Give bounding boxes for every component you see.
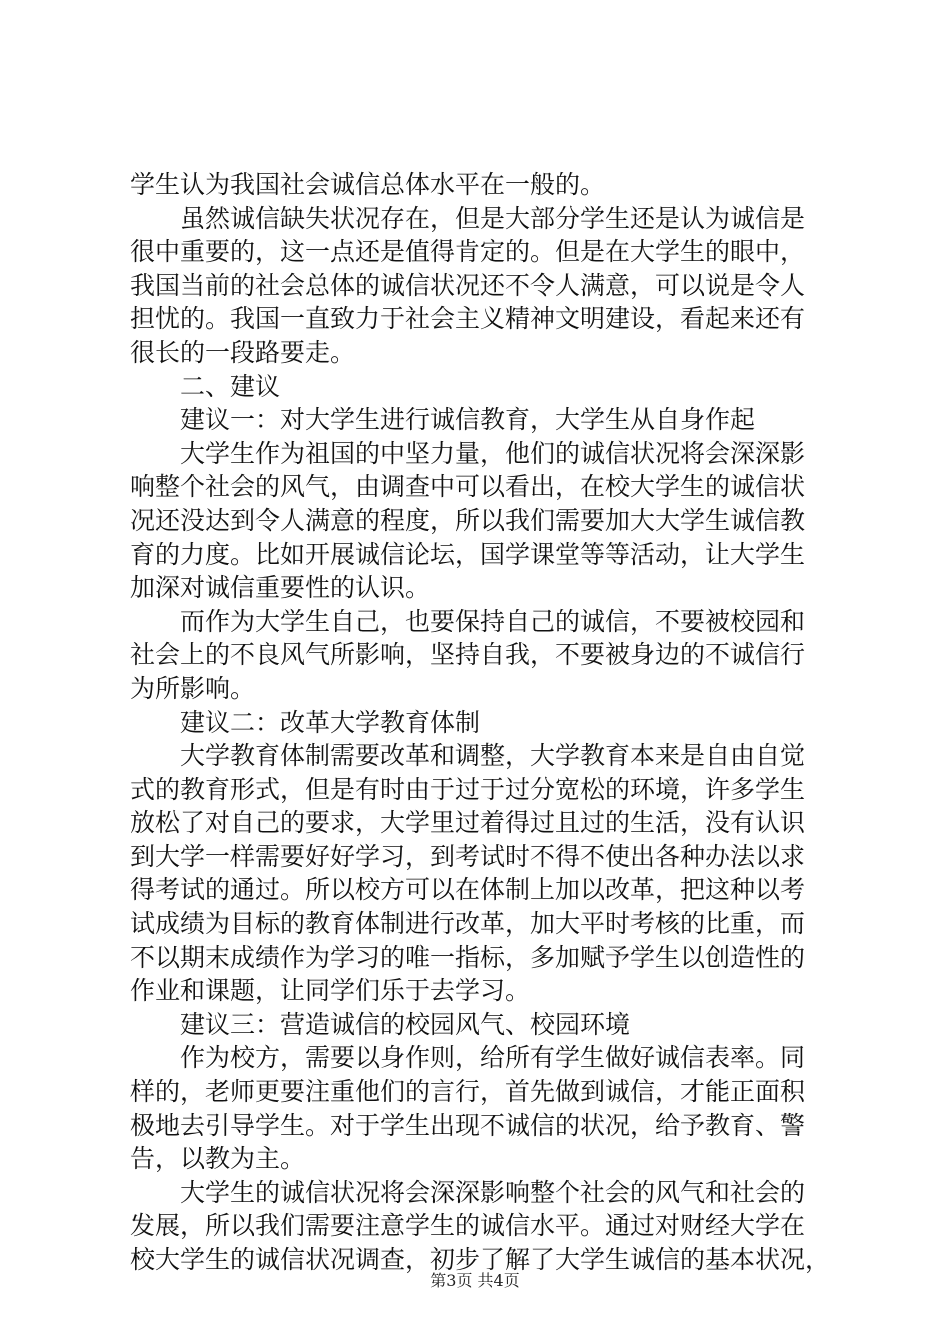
text-line: 很长的一段路要走。 bbox=[130, 337, 356, 367]
text-line: 不以期末成绩作为学习的唯一指标，多加赋予学生以创造性的 bbox=[130, 942, 806, 972]
text-line: 大学生作为祖国的中坚力量，他们的诚信状况将会深深影 bbox=[180, 438, 806, 468]
text-line: 虽然诚信缺失状况存在，但是大部分学生还是认为诚信是 bbox=[180, 203, 806, 233]
text-line: 担忧的。我国一直致力于社会主义精神文明建设，看起来还有 bbox=[130, 304, 806, 334]
text-line: 而作为大学生自己，也要保持自己的诚信，不要被校园和 bbox=[180, 606, 806, 636]
text-line: 建议三：营造诚信的校园风气、校园环境 bbox=[180, 1009, 631, 1039]
text-line: 到大学一样需要好好学习，到考试时不得不使出各种办法以求 bbox=[130, 841, 806, 871]
text-line: 二、建议 bbox=[180, 371, 281, 401]
text-line: 极地去引导学生。对于学生出现不诚信的状况，给予教育、警 bbox=[130, 1110, 806, 1140]
text-line: 社会上的不良风气所影响，坚持自我，不要被身边的不诚信行 bbox=[130, 640, 806, 670]
text-line: 放松了对自己的要求，大学里过着得过且过的生活，没有认识 bbox=[130, 808, 806, 838]
text-line: 学生认为我国社会诚信总体水平在一般的。 bbox=[130, 170, 606, 199]
document-body bbox=[130, 168, 830, 1277]
page-footer: 第3页 共4页 bbox=[430, 1271, 520, 1290]
text-line: 式的教育形式，但是有时由于过于过分宽松的环境，许多学生 bbox=[130, 774, 806, 804]
text-line: 建议二：改革大学教育体制 bbox=[180, 707, 481, 737]
text-line: 得考试的通过。所以校方可以在体制上加以改革，把这种以考 bbox=[130, 875, 806, 905]
text-line: 作业和课题，让同学们乐于去学习。 bbox=[130, 976, 531, 1006]
text-line: 很中重要的，这一点还是值得肯定的。但是在大学生的眼中， bbox=[130, 237, 806, 267]
text-line: 告，以教为主。 bbox=[130, 1144, 306, 1174]
text-line: 样的，老师更要注重他们的言行，首先做到诚信，才能正面积 bbox=[130, 1077, 806, 1107]
text-line: 试成绩为目标的教育体制进行改革，加大平时考核的比重，而 bbox=[130, 909, 806, 939]
text-line: 况还没达到令人满意的程度，所以我们需要加大大学生诚信教 bbox=[130, 505, 806, 535]
text-line: 作为校方，需要以身作则，给所有学生做好诚信表率。同 bbox=[180, 1043, 806, 1073]
text-line: 发展，所以我们需要注意学生的诚信水平。通过对财经大学在 bbox=[130, 1211, 806, 1241]
text-line: 校大学生的诚信状况调查，初步了解了大学生诚信的基本状况， bbox=[130, 1245, 830, 1274]
text-line: 大学教育体制需要改革和调整，大学教育本来是自由自觉 bbox=[180, 741, 806, 771]
text-line: 建议一：对大学生进行诚信教育，大学生从自身作起 bbox=[180, 405, 756, 435]
text-line: 我国当前的社会总体的诚信状况还不令人满意，可以说是令人 bbox=[130, 270, 806, 300]
text-line: 育的力度。比如开展诚信论坛，国学课堂等等活动，让大学生 bbox=[130, 539, 806, 569]
text-line: 大学生的诚信状况将会深深影响整个社会的风气和社会的 bbox=[180, 1177, 806, 1207]
text-line: 加深对诚信重要性的认识。 bbox=[130, 573, 431, 603]
text-line: 响整个社会的风气，由调查中可以看出，在校大学生的诚信状 bbox=[130, 472, 806, 502]
text-line: 为所影响。 bbox=[130, 673, 256, 703]
